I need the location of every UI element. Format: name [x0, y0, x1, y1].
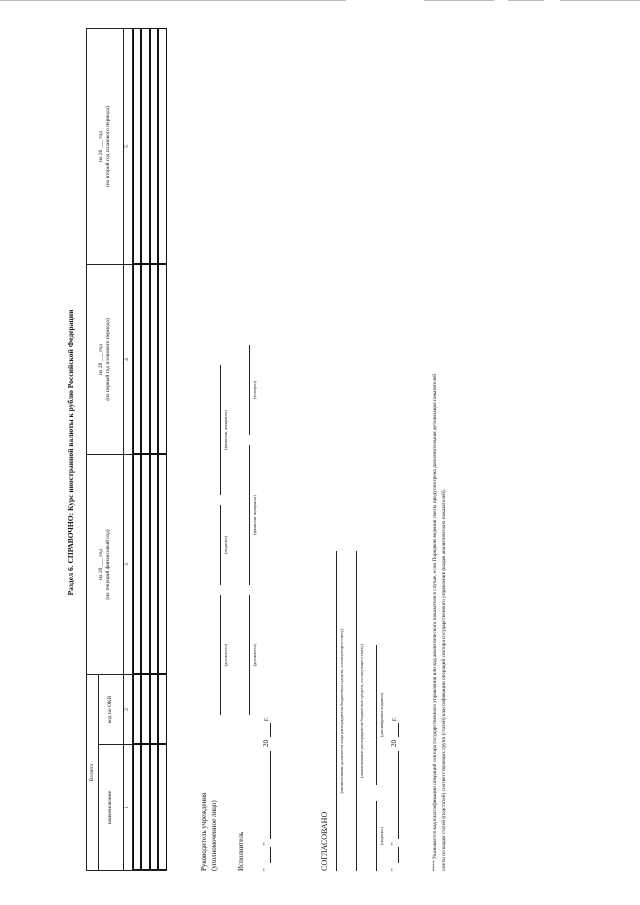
agreed-date-year-line[interactable]: [398, 723, 399, 737]
date-quote-close: ": [262, 842, 270, 845]
table-cell[interactable]: [133, 675, 142, 745]
table-cell[interactable]: [158, 455, 167, 675]
date-year-line[interactable]: [270, 723, 271, 737]
executor-phone-line[interactable]: [249, 345, 250, 435]
table-row: [141, 29, 150, 871]
caption-initials: (фамилия, инициалы): [223, 410, 228, 450]
table-cell[interactable]: [141, 455, 150, 675]
footnote-line-2: сметы по кодам статей (подстатей) соответствующих групп (статей) классификации операций сектора государственного управления (кодам аналитических показателей).: [441, 489, 447, 871]
table-header-row: [87, 29, 99, 871]
agreed-date-quote-close: ": [390, 842, 398, 845]
head-label-sub: (уполномоченное лицо): [210, 800, 218, 871]
agreed-date-year-suffix: г.: [390, 717, 398, 721]
head-label: Руководитель учреждения: [200, 792, 208, 871]
header-col5: на 20 ___ год (на второй год планового периода): [87, 29, 124, 265]
agreed-position-line[interactable]: [336, 551, 337, 871]
table-cell[interactable]: [158, 29, 167, 265]
agreed-name-line[interactable]: [356, 551, 357, 871]
table-row: [158, 29, 167, 871]
footnote-line-1: **** Указывается код классификации операций сектора государственного управления или код аналитического показателя в случае, если Порядком ведения сметы предусмотрена дополнительная детализация показателей: [432, 373, 438, 871]
table-cell[interactable]: [150, 29, 159, 265]
agreed-label: СОГЛАСОВАНО: [320, 811, 329, 871]
head-signature-line[interactable]: [220, 505, 221, 585]
date-month-line[interactable]: [270, 751, 271, 839]
table-cell[interactable]: [141, 745, 150, 871]
agreed-date-day-line[interactable]: [398, 847, 399, 863]
section-title: Раздел 6. СПРАВОЧНО: Курс иностранной валюты к рублю Российской Федерации: [66, 309, 75, 596]
executor-initials-line[interactable]: [249, 445, 250, 585]
col-num: 2: [124, 675, 133, 745]
caption-initials: (фамилия, инициалы): [252, 495, 257, 535]
table-cell[interactable]: [133, 29, 142, 265]
table-cell[interactable]: [141, 675, 150, 745]
table-cell[interactable]: [133, 455, 142, 675]
date-year-suffix: г.: [262, 717, 270, 721]
header-col3: на 20 ___ год (на текущий финансовый год): [87, 455, 124, 675]
caption-decode: (расшифровка подписи): [379, 693, 384, 737]
caption-agreed-signature: (подпись): [379, 827, 384, 845]
date-quote-open: ": [262, 868, 270, 871]
caption-phone: (телефон): [252, 381, 257, 399]
table-cell[interactable]: [141, 265, 150, 455]
executor-label: Исполнитель: [237, 831, 245, 871]
table-row: [150, 29, 159, 871]
agreed-date-year-prefix: 20: [390, 740, 398, 747]
table-cell[interactable]: [158, 265, 167, 455]
table-cell[interactable]: [133, 745, 142, 871]
table-cell[interactable]: [150, 455, 159, 675]
agreed-date-quote-open: ": [390, 868, 398, 871]
header-name: наименование: [99, 745, 124, 871]
col-num: 4: [124, 265, 133, 455]
date-day-line[interactable]: [270, 847, 271, 863]
header-col4: на 20 ___ год (на первый год планового периода): [87, 265, 124, 455]
col-num: 1: [124, 745, 133, 871]
agreed-date-month-line[interactable]: [398, 751, 399, 839]
head-initials-line[interactable]: [220, 365, 221, 495]
head-position-line[interactable]: [220, 595, 221, 715]
caption-manager-name: (наименование распорядителя бюджетных средств, согласующего смету): [359, 644, 364, 778]
col-num: 3: [124, 455, 133, 675]
caption-manager-position: (наименование должности лица распорядителя бюджетных средств, согласующего смету): [339, 628, 344, 794]
caption-position: (должность): [223, 643, 228, 667]
table-cell[interactable]: [133, 265, 142, 455]
currency-rate-table: [86, 28, 167, 871]
header-currency: Валюта: [87, 675, 99, 871]
table-cell[interactable]: [150, 675, 159, 745]
caption-position: (должность): [252, 643, 257, 667]
col-num: 5: [124, 29, 133, 265]
table-cell[interactable]: [158, 745, 167, 871]
caption-signature: (подпись): [223, 536, 228, 554]
table-cell[interactable]: [158, 675, 167, 745]
table-number-row: [124, 29, 133, 871]
header-okv: код по ОКВ: [99, 675, 124, 745]
table-cell[interactable]: [150, 265, 159, 455]
table-cell[interactable]: [141, 29, 150, 265]
table-cell[interactable]: [150, 745, 159, 871]
date-year-prefix: 20: [262, 740, 270, 747]
agreed-decode-line[interactable]: [376, 645, 377, 785]
executor-position-line[interactable]: [249, 595, 250, 715]
agreed-signature-line[interactable]: [376, 801, 377, 871]
table-row: [133, 29, 142, 871]
